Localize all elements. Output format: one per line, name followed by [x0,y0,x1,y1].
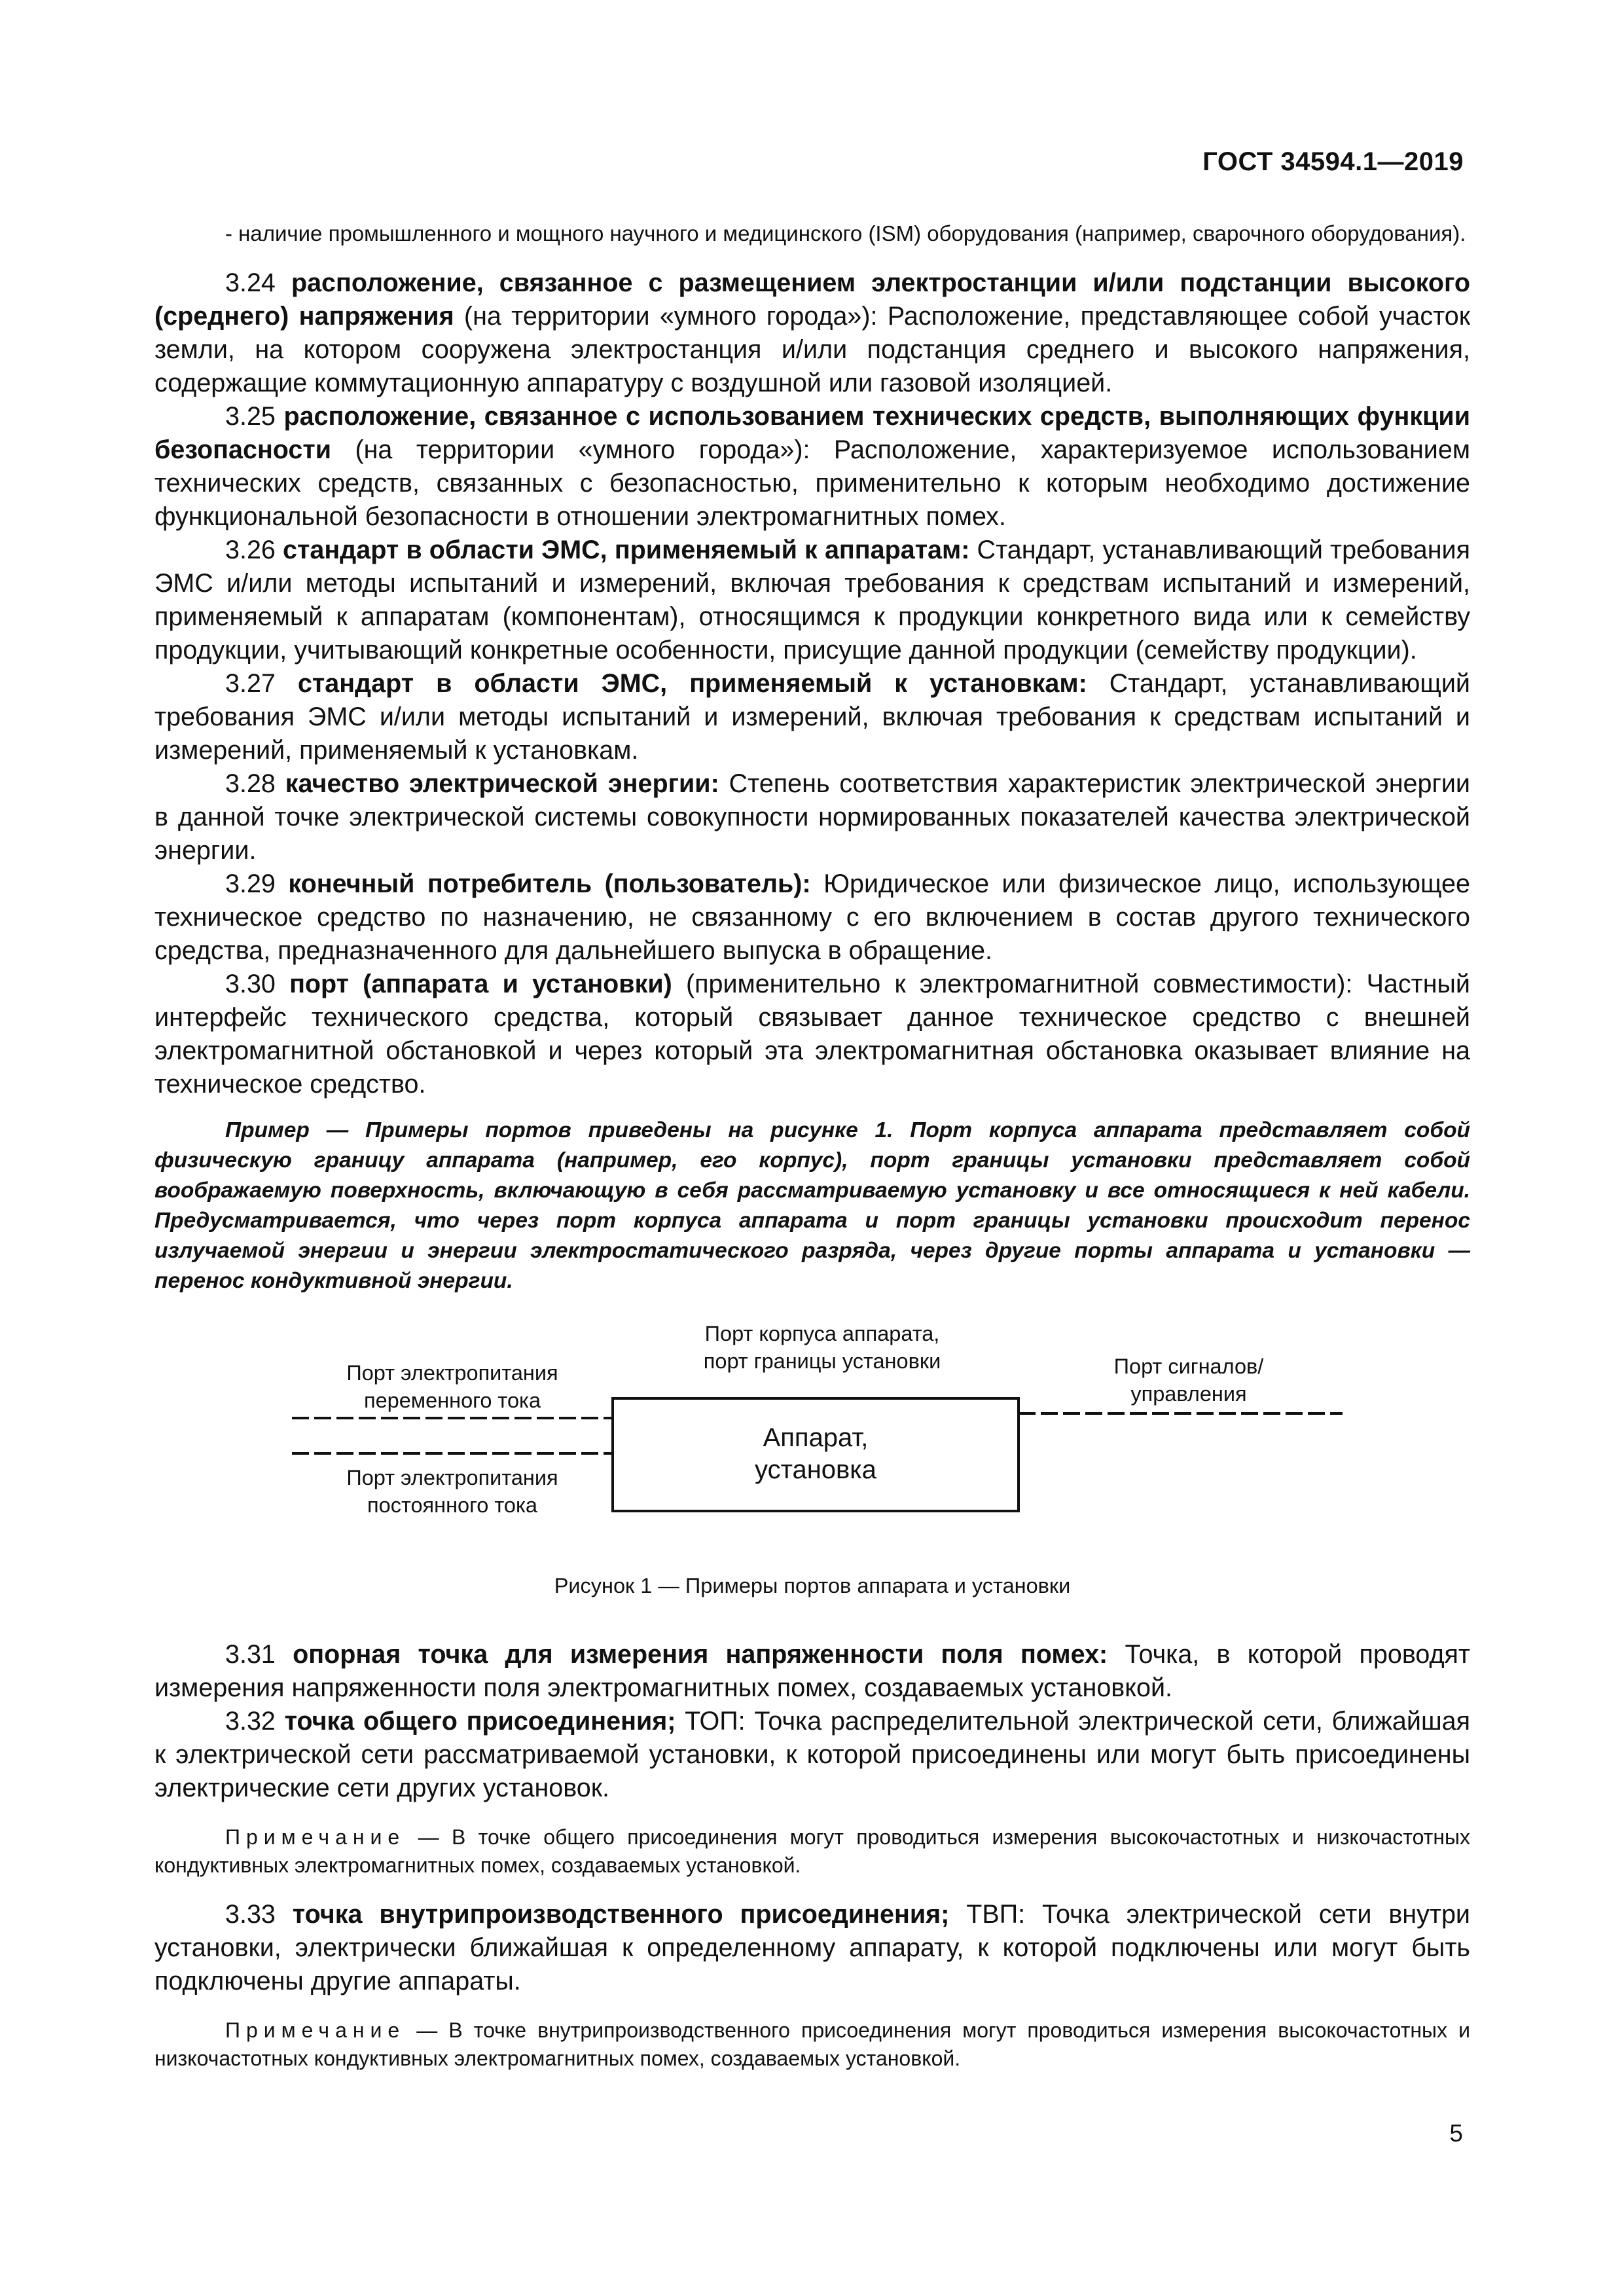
term-3-31: 3.31 опорная точка для измерения напряженности поля помех: Точка, в которой проводят измерения напряженности поля электромагнитных помех, создаваемых установкой. [154,1639,1470,1702]
label-ac-port-1: Порт электропитания [346,1360,558,1385]
apparatus-label-2: установка [755,1455,876,1484]
term-3-30: 3.30 порт (аппарата и установки) (применительно к электромагнитной совместимости): Частный интерфейс технического средства, который связывает данное техническое средство с внешней электромагнитной обстановкой и через который эта электромагнитная обстановка оказывает влияние на техническое средство. [154,970,1470,1099]
figure-caption: Рисунок 1 — Примеры портов аппарата и установки [554,1573,1071,1597]
term-3-33: 3.33 точка внутрипроизводственного присоединения; ТВП: Точка электрической сети внутри установки, электрически ближайшая к определенному аппарату, к которой подключены или могут быть подключены другие аппараты. [154,1899,1470,1995]
term-3-27: 3.27 стандарт в области ЭМС, применяемый к установкам: Стандарт, устанавливающий требования ЭМС и/или методы испытаний и измерений, включая требования к средствам испытаний и измерений, применяемый к установкам. [154,669,1470,765]
label-ac-port-2: переменного тока [363,1388,541,1412]
document-header: ГОСТ 34594.1—2019 [1202,147,1464,176]
document-body [154,219,1470,2073]
term-3-26: 3.26 стандарт в области ЭМС, применяемый к аппаратам: Стандарт, устанавливающий требования ЭМС и/или методы испытаний и измерений, включая требования к средствам испытаний и измерений, применяемый к аппаратам (компонентам), относящимся к продукции конкретного вида или к семейству продукции, учитывающий конкретные особенности, присущие данной продукции (семейству продукции). [154,536,1470,665]
page-number: 5 [1449,2120,1463,2147]
note-2: Примечание — В точке внутрипроизводственного присоединения могут проводиться измерения высокочастотных и низкочастотных кондуктивных электромагнитных помех, создаваемых установкой. [154,2018,1470,2070]
label-dc-port-1: Порт электропитания [346,1465,558,1489]
dash-item: - наличие промышленного и мощного научного и медицинского (ISM) оборудования (например, сварочного оборудования). [225,221,1466,246]
term-3-28: 3.28 качество электрической энергии: Степень соответствия характеристик электрической энергии в данной точке электрической системы совокупности нормированных показателей качества электрической энергии. [154,769,1470,865]
label-enclosure-port-2: порт границы установки [703,1349,941,1373]
label-enclosure-port-1: Порт корпуса аппарата, [704,1321,940,1345]
term-3-32: 3.32 точка общего присоединения; ТОП: Точка распределительной электрической сети, ближайшая к электрической сети рассматриваемой установки, к которой присоединены или могут быть присоединены электрические сети других установок. [154,1706,1471,1802]
apparatus-label-1: Аппарат, [763,1423,869,1452]
example-paragraph: Пример — Примеры портов приведены на рисунке 1. Порт корпуса аппарата представляет собой физическую границу аппарата (например, его корпус), порт границы установки представляет собой воображаемую поверхность, включающую в себя рассматриваемую установку и все относящиеся к ней кабели. Предусматривается, что через порт корпуса аппарата и порт границы установки происходит перенос излучаемой энергии и энергии электростатического разряда, через другие порты аппарата и установки — перенос кондуктивной энергии. [154,1118,1470,1293]
label-dc-port-2: постоянного тока [367,1493,537,1517]
apparatus-box [613,1398,1019,1511]
label-signal-port-2: управления [1130,1381,1247,1406]
term-3-24: 3.24 расположение, связанное с размещением электростанции и/или подстанции высокого (среднего) напряжения (на территории «умного города»): Расположение, представляющее собой участок земли, на котором сооружена электростанция и/или подстанция среднего и высокого напряжения, содержащие коммутационную аппаратуру с воздушной или газовой изоляцией. [154,268,1471,397]
label-signal-port-1: Порт сигналов/ [1113,1354,1264,1378]
term-3-25: 3.25 расположение, связанное с использованием технических средств, выполняющих функции безопасности (на территории «умного города»): Расположение, характеризуемое использованием технических средств, связанных с безопасностью, применительно к которым необходимо достижение функциональной безопасности в отношении электромагнитных помех. [154,402,1470,531]
term-3-29: 3.29 конечный потребитель (пользователь): Юридическое или физическое лицо, использующее техническое средство по назначению, не связанному с его включением в состав другого технического средства, предназначенного для дальнейшего выпуска в обращение. [154,869,1470,965]
note-1: Примечание — В точке общего присоединения могут проводиться измерения высокочастотных и низкочастотных кондуктивных электромагнитных помех, создаваемых установкой. [154,1825,1470,1877]
figure-1 [154,1319,1470,1620]
ports-diagram [154,1319,1470,1567]
